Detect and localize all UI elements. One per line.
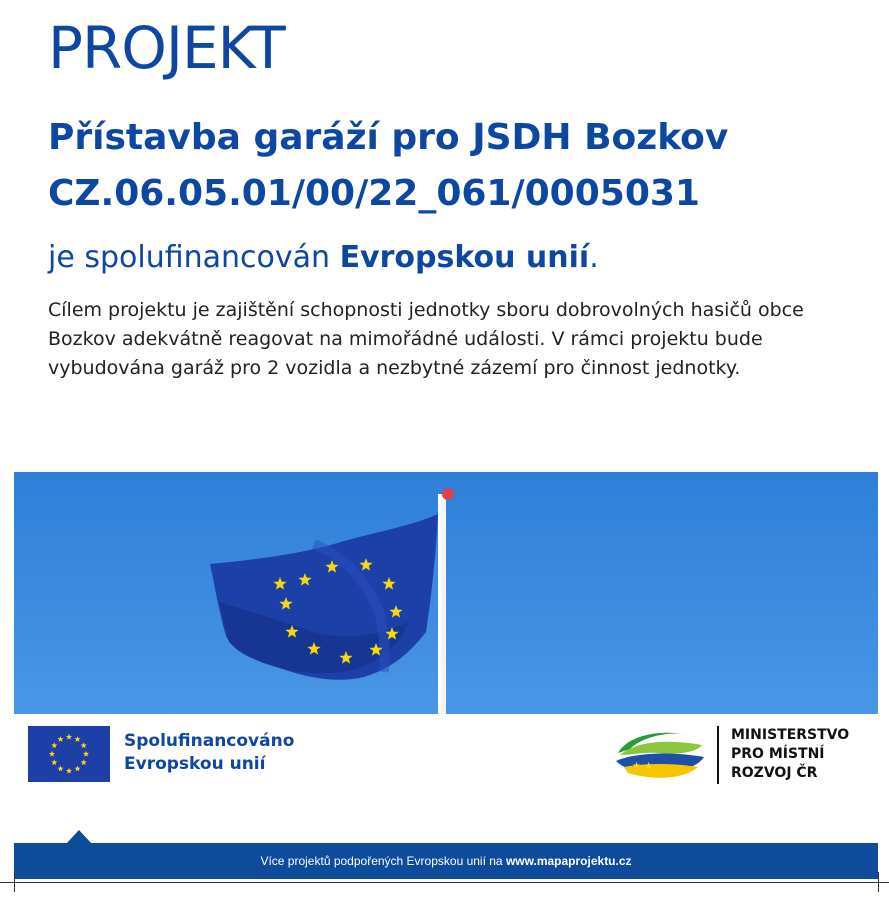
eu-logo-caption xyxy=(124,730,294,776)
project-description: Cílem projektu je zajištění schopnosti jednotky sboru dobrovolných hasičů obce Bozkov adekvátně reagovat na mimořádné události. V rámci projektu bude vybudována garáž pro 2 vozidla a nezbytné zázemí pro činnost jednotky. xyxy=(48,299,804,379)
crop-mark-line xyxy=(0,882,889,883)
crop-mark-left xyxy=(14,872,15,892)
emblem-star xyxy=(74,766,80,772)
emblem-star xyxy=(66,734,72,740)
emblem-star xyxy=(66,768,72,774)
ministry-line3: ROZVOJ ČR xyxy=(731,765,818,781)
eu-flag-photo xyxy=(14,472,878,714)
eu-emblem xyxy=(28,726,110,782)
page-heading: PROJEKT xyxy=(48,14,285,82)
emblem-star xyxy=(57,736,63,742)
eu-caption-line2: Evropskou unií xyxy=(124,754,266,774)
ministry-name xyxy=(731,726,849,783)
emblem-star xyxy=(57,766,63,772)
eu-caption-line1: Spolufinancováno xyxy=(124,731,295,751)
ministry-divider xyxy=(717,726,719,784)
project-name: Přístavba garáží pro JSDH Bozkov xyxy=(48,117,729,158)
footer-bar xyxy=(14,843,878,879)
flag-illustration xyxy=(14,472,878,714)
emblem-star xyxy=(74,736,80,742)
ministry-logo-icon xyxy=(614,727,706,783)
project-registration-number: CZ.06.05.01/00/22_061/0005031 xyxy=(48,173,700,214)
pole-finial xyxy=(442,488,454,500)
emblem-star xyxy=(51,759,57,765)
emblem-star xyxy=(49,751,55,757)
emblem-star xyxy=(81,742,87,748)
footer-text xyxy=(14,843,878,879)
svg-text:★ ★: ★ ★ xyxy=(632,761,654,772)
ministry-line1: MINISTERSTVO xyxy=(731,727,850,743)
emblem-star xyxy=(83,751,89,757)
footer-notch xyxy=(66,830,92,844)
ministry-line2: PRO MÍSTNÍ xyxy=(731,746,825,762)
footer-link[interactable]: www.mapaprojektu.cz xyxy=(505,854,632,868)
crop-mark-right xyxy=(878,872,879,892)
cofinancing-prefix: je spolufinancován xyxy=(48,240,340,275)
project-title xyxy=(48,110,728,222)
emblem-stars xyxy=(49,734,89,774)
emblem-star xyxy=(51,742,57,748)
footer-prefix: Více projektů podpořených Evropskou unií na xyxy=(260,854,506,868)
cofinancing-statement xyxy=(48,240,599,275)
cofinancing-eu: Evropskou unií xyxy=(339,240,590,275)
emblem-star xyxy=(81,759,87,765)
cofinancing-suffix: . xyxy=(589,240,599,275)
